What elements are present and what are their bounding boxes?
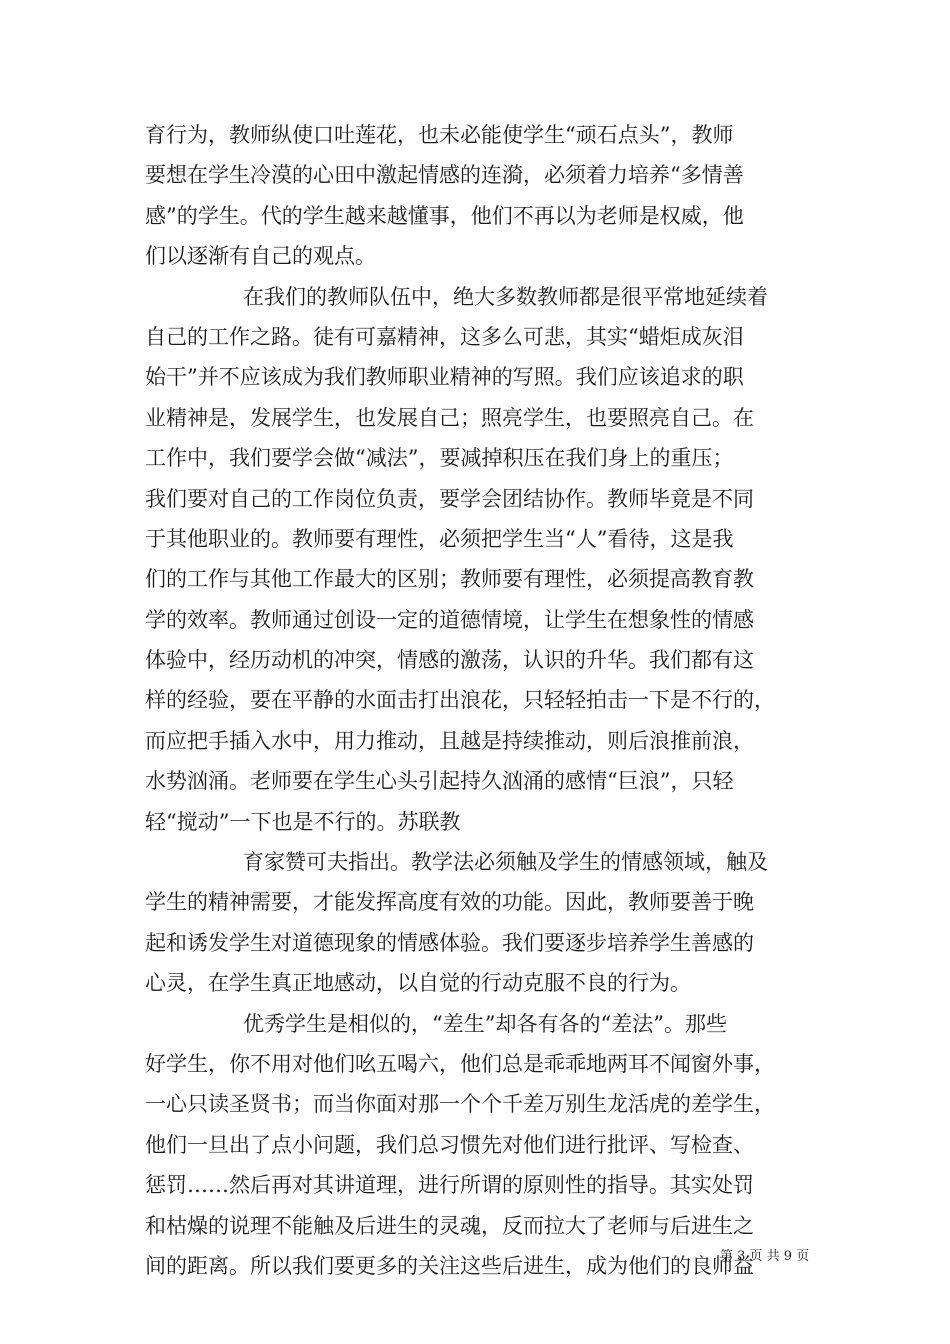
- paragraph-start-line: 在我们的教师队伍中，绝大多数教师都是很平常地延续着: [243, 284, 768, 309]
- text-line: 好学生，你不用对他们吆五喝六，他们总是乖乖地两耳不闻窗外事，: [145, 1051, 775, 1076]
- text-line: 而应把手插入水中，用力推动，且越是持续推动，则后浪推前浪，: [145, 728, 754, 753]
- text-line: 学的效率。教师通过创设一定的道德情境，让学生在想象性的情感: [145, 607, 754, 632]
- text-line: 们的工作与其他工作最大的区别；教师要有理性，必须提高教育教: [145, 567, 754, 592]
- document-body: [145, 115, 805, 1286]
- text-line: 于其他职业的。教师要有理性，必须把学生当“人”看待，这是我: [145, 526, 734, 551]
- text-line: 学生的精神需要，才能发挥高度有效的功能。因此，教师要善于晚: [145, 890, 754, 915]
- text-line: 业精神是，发展学生，也发展自己；照亮学生，也要照亮自己。在: [145, 405, 754, 430]
- text-line: 自己的工作之路。徒有可嘉精神，这多么可悲，其实“蜡炬成灰泪: [145, 324, 744, 349]
- text-line: 育行为，教师纵使口吐莲花，也未必能使学生“顽石点头”，教师: [145, 123, 734, 147]
- text-line: 水势汹涌。老师要在学生心头引起持久汹涌的感情“巨浪”，只轻: [145, 769, 734, 794]
- text-line: 轻“搅动”一下也是不行的。苏联教: [145, 809, 461, 834]
- text-line: 和枯燥的说理不能触及后进生的灵魂，反而拉大了老师与后进生之: [145, 1213, 754, 1238]
- text-line: 间的距离。所以我们要更多的关注这些后进生，成为他们的良师益: [145, 1253, 754, 1278]
- text-line: 我们要对自己的工作岗位负责，要学会团结协作。教师毕竟是不同: [145, 486, 754, 511]
- text-line: 要想在学生冷漠的心田中激起情感的连漪，必须着力培养“多情善: [145, 163, 744, 188]
- paragraph-start-line: 育家赞可夫指出。教学法必须触及学生的情感领域，触及: [243, 850, 768, 875]
- text-line: 们以逐渐有自己的观点。: [145, 244, 376, 269]
- paragraph-start-line: 优秀学生是相似的，“差生”却各有各的“差法”。那些: [243, 1011, 727, 1036]
- text-line: 心灵，在学生真正地感动，以自觉的行动克服不良的行为。: [145, 971, 691, 996]
- text-line: 始干”并不应该成为我们教师职业精神的写照。我们应该追求的职: [145, 365, 744, 390]
- text-line: 体验中，经历动机的冲突，情感的激荡，认识的升华。我们都有这: [145, 648, 754, 673]
- text-line: 他们一旦出了点小问题，我们总习惯先对他们进行批评、写检查、: [145, 1132, 754, 1157]
- text-line: 起和诱发学生对道德现象的情感体验。我们要逐步培养学生善感的: [145, 930, 754, 955]
- text-line: 一心只读圣贤书；而当你面对那一个个千差万别生龙活虎的差学生，: [145, 1092, 775, 1117]
- text-line: 感”的学生。代的学生越来越懂事，他们不再以为老师是权威，他: [145, 203, 744, 228]
- text-line: 样的经验，要在平静的水面击打出浪花，只轻轻拍击一下是不行的，: [145, 688, 775, 713]
- page-number: 第 3 页 共 9 页: [720, 1249, 810, 1264]
- text-line: 工作中，我们要学会做“减法”，要减掉积压在我们身上的重压；: [145, 446, 734, 471]
- text-line: 惩罚……然后再对其讲道理，进行所谓的原则性的指导。其实处罚: [145, 1173, 754, 1198]
